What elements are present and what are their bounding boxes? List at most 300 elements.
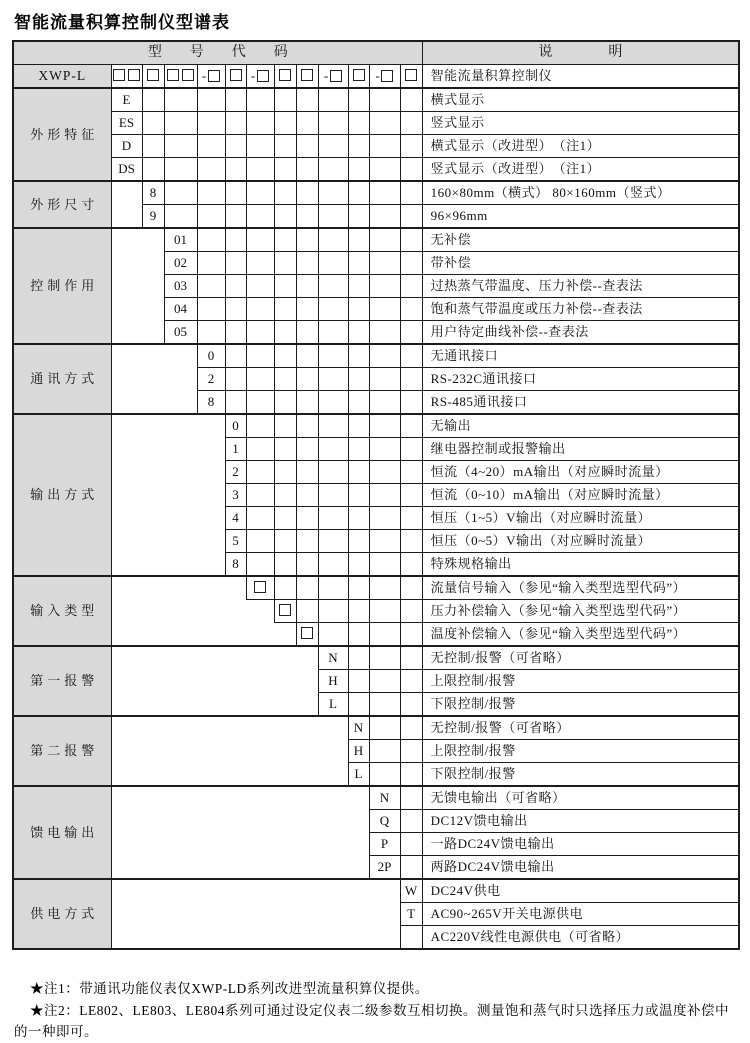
code-cell: P <box>369 833 400 856</box>
grid-cell <box>318 135 348 158</box>
grid-cell <box>318 158 348 182</box>
desc-cell: 恒压（1~5）V输出（对应瞬时流量） <box>422 507 739 530</box>
code-cell: 1 <box>225 438 246 461</box>
grid-cell <box>369 623 400 647</box>
table-row <box>13 438 739 461</box>
blank-cell <box>111 205 142 229</box>
section-communication <box>13 344 739 414</box>
grid-cell <box>246 228 274 252</box>
grid-cell <box>197 181 225 205</box>
grid-cell <box>142 88 164 112</box>
grid-cell <box>164 158 197 182</box>
grid-cell <box>318 181 348 205</box>
grid-cell <box>400 786 422 810</box>
grid-cell <box>274 205 296 229</box>
section-alarm-2 <box>13 716 739 786</box>
grid-cell <box>369 438 400 461</box>
desc-cell: 智能流量积算控制仪 <box>422 65 739 89</box>
grid-cell <box>246 158 274 182</box>
grid-cell <box>225 252 246 275</box>
grid-cell <box>400 135 422 158</box>
grid-cell <box>369 135 400 158</box>
grid-cell <box>369 88 400 112</box>
grid-cell <box>274 530 296 553</box>
section-label: 供电方式 <box>13 879 111 949</box>
grid-cell <box>246 321 274 345</box>
section-label: 外形特征 <box>13 88 111 181</box>
blank-cell <box>111 507 225 530</box>
grid-cell <box>225 205 246 229</box>
grid-cell <box>246 252 274 275</box>
code-cell: H <box>348 740 369 763</box>
code-cell: 4 <box>225 507 246 530</box>
blank-cell <box>111 856 369 880</box>
grid-cell <box>296 228 318 252</box>
grid-cell <box>348 158 369 182</box>
grid-cell <box>225 88 246 112</box>
grid-cell <box>348 507 369 530</box>
model-code-cell <box>369 65 400 89</box>
desc-cell: AC90~265V开关电源供电 <box>422 903 739 926</box>
code-cell: 03 <box>164 275 197 298</box>
grid-cell <box>348 205 369 229</box>
table-row <box>13 135 739 158</box>
dash-separator: - <box>375 67 380 83</box>
grid-cell <box>246 414 274 438</box>
table-row <box>13 228 739 252</box>
grid-cell <box>318 275 348 298</box>
code-cell: 2P <box>369 856 400 880</box>
desc-cell: 160×80mm（横式） 80×160mm（竖式） <box>422 181 739 205</box>
grid-cell <box>400 321 422 345</box>
desc-cell: 竖式显示 <box>422 112 739 135</box>
blank-cell <box>111 368 197 391</box>
table-row <box>13 693 739 717</box>
section-alarm-1 <box>13 646 739 716</box>
blank-cell <box>111 879 400 903</box>
grid-cell <box>318 553 348 577</box>
grid-cell <box>296 321 318 345</box>
model-code-cell <box>197 65 225 89</box>
grid-cell <box>246 461 274 484</box>
grid-cell <box>225 368 246 391</box>
grid-cell <box>274 391 296 415</box>
grid-cell <box>142 135 164 158</box>
grid-cell <box>348 228 369 252</box>
grid-cell <box>369 112 400 135</box>
grid-cell <box>318 484 348 507</box>
model-code-cell <box>274 65 296 89</box>
desc-cell: 无控制/报警（可省略） <box>422 716 739 740</box>
desc-cell: 带补偿 <box>422 252 739 275</box>
table-row <box>13 740 739 763</box>
section-shape-size <box>13 181 739 228</box>
grid-cell <box>369 600 400 623</box>
placeholder-box-icon <box>301 69 313 81</box>
placeholder-box-icon <box>230 69 242 81</box>
grid-cell <box>318 228 348 252</box>
code-cell: 02 <box>164 252 197 275</box>
code-cell: L <box>318 693 348 717</box>
table-row <box>13 298 739 321</box>
grid-cell <box>246 438 274 461</box>
placeholder-box-icon <box>330 70 342 82</box>
code-cell: N <box>318 646 348 670</box>
desc-cell: 过热蒸气带温度、压力补偿--查表法 <box>422 275 739 298</box>
grid-cell <box>274 88 296 112</box>
grid-cell <box>369 646 400 670</box>
grid-cell <box>400 228 422 252</box>
grid-cell <box>348 484 369 507</box>
grid-cell <box>400 530 422 553</box>
header-row <box>13 41 739 65</box>
grid-cell <box>296 600 318 623</box>
model-code-cell <box>400 65 422 89</box>
grid-cell <box>164 181 197 205</box>
grid-cell <box>400 576 422 600</box>
grid-cell <box>369 670 400 693</box>
grid-cell <box>274 228 296 252</box>
code-cell: 9 <box>142 205 164 229</box>
grid-cell <box>274 461 296 484</box>
blank-cell <box>111 740 348 763</box>
grid-cell <box>164 88 197 112</box>
section-label: 控制作用 <box>13 228 111 344</box>
blank-cell <box>111 461 225 484</box>
grid-cell <box>197 88 225 112</box>
model-code-cell <box>164 65 197 89</box>
grid-cell <box>348 181 369 205</box>
model-spec-table <box>12 40 740 950</box>
grid-cell <box>318 507 348 530</box>
table-row <box>13 716 739 740</box>
section-label: 输入类型 <box>13 576 111 646</box>
grid-cell <box>348 135 369 158</box>
desc-cell: 恒流（0~10）mA输出（对应瞬时流量） <box>422 484 739 507</box>
grid-cell <box>296 391 318 415</box>
grid-cell <box>142 112 164 135</box>
grid-cell <box>369 507 400 530</box>
blank-cell <box>111 275 164 298</box>
desc-cell: DC12V馈电输出 <box>422 810 739 833</box>
desc-cell: 竖式显示（改进型） （注1） <box>422 158 739 182</box>
grid-cell <box>369 321 400 345</box>
table-row <box>13 623 739 647</box>
code-cell: N <box>369 786 400 810</box>
model-code-cell <box>246 65 274 89</box>
code-cell: 04 <box>164 298 197 321</box>
grid-cell <box>318 530 348 553</box>
grid-cell <box>400 693 422 717</box>
table-row <box>13 786 739 810</box>
grid-cell <box>246 181 274 205</box>
desc-cell: 下限控制/报警 <box>422 763 739 787</box>
table-row <box>13 553 739 577</box>
grid-cell <box>400 553 422 577</box>
grid-cell <box>296 530 318 553</box>
model-code-cell <box>318 65 348 89</box>
grid-cell <box>400 740 422 763</box>
model-code-cell <box>225 65 246 89</box>
grid-cell <box>246 530 274 553</box>
grid-cell <box>197 228 225 252</box>
grid-cell <box>246 391 274 415</box>
grid-cell <box>348 438 369 461</box>
table-row <box>13 158 739 182</box>
grid-cell <box>318 461 348 484</box>
grid-cell <box>296 205 318 229</box>
grid-cell <box>274 414 296 438</box>
placeholder-box-icon <box>381 70 393 82</box>
grid-cell <box>369 414 400 438</box>
table-row <box>13 600 739 623</box>
grid-cell <box>400 507 422 530</box>
grid-cell <box>274 576 296 600</box>
desc-cell: 下限控制/报警 <box>422 693 739 717</box>
grid-cell <box>348 576 369 600</box>
grid-cell <box>197 158 225 182</box>
grid-cell <box>348 344 369 368</box>
grid-cell <box>296 438 318 461</box>
grid-cell <box>348 252 369 275</box>
grid-cell <box>400 646 422 670</box>
model-row <box>13 65 739 89</box>
grid-cell <box>400 112 422 135</box>
blank-cell <box>111 693 318 717</box>
placeholder-box-icon <box>113 69 125 81</box>
grid-cell <box>400 623 422 647</box>
blank-cell <box>111 646 318 670</box>
grid-cell <box>274 507 296 530</box>
model-name: XWP-L <box>13 65 111 89</box>
desc-cell: AC220V线性电源供电（可省略） <box>422 926 739 950</box>
blank-cell <box>111 670 318 693</box>
grid-cell <box>318 600 348 623</box>
code-cell: H <box>318 670 348 693</box>
grid-cell <box>246 507 274 530</box>
table-row <box>13 391 739 415</box>
grid-cell <box>318 112 348 135</box>
grid-cell <box>142 158 164 182</box>
grid-cell <box>225 112 246 135</box>
footnote-2: ★注2：LE802、LE803、LE804系列可通过设定仪表二级参数互相切换。测量饱和蒸气时只选择压力或温度补偿中的一种即可。 <box>14 1002 729 1040</box>
placeholder-box-icon <box>208 70 220 82</box>
grid-cell <box>274 158 296 182</box>
grid-cell <box>274 368 296 391</box>
table-row <box>13 461 739 484</box>
desc-cell: 恒压（0~5）V输出（对应瞬时流量） <box>422 530 739 553</box>
grid-cell <box>369 252 400 275</box>
grid-cell <box>197 275 225 298</box>
grid-cell <box>348 112 369 135</box>
table-header-group <box>13 41 739 88</box>
grid-cell <box>197 298 225 321</box>
desc-cell: RS-232C通讯接口 <box>422 368 739 391</box>
grid-cell <box>246 135 274 158</box>
grid-cell <box>318 438 348 461</box>
table-row <box>13 344 739 368</box>
table-row <box>13 530 739 553</box>
grid-cell <box>318 576 348 600</box>
table-row <box>13 879 739 903</box>
blank-cell <box>111 252 164 275</box>
grid-cell <box>296 88 318 112</box>
grid-cell <box>318 368 348 391</box>
grid-cell <box>274 135 296 158</box>
blank-cell <box>111 484 225 507</box>
desc-cell: DC24V供电 <box>422 879 739 903</box>
grid-cell <box>318 623 348 647</box>
grid-cell <box>369 530 400 553</box>
grid-cell <box>369 763 400 787</box>
grid-cell <box>296 414 318 438</box>
desc-cell: 饱和蒸气带温度或压力补偿--查表法 <box>422 298 739 321</box>
grid-cell <box>400 344 422 368</box>
grid-cell <box>369 298 400 321</box>
grid-cell <box>400 461 422 484</box>
grid-cell <box>400 298 422 321</box>
blank-cell <box>111 763 348 787</box>
grid-cell <box>225 181 246 205</box>
grid-cell <box>348 368 369 391</box>
grid-cell <box>400 252 422 275</box>
grid-cell <box>348 670 369 693</box>
section-input-type <box>13 576 739 646</box>
desc-cell: 无控制/报警（可省略） <box>422 646 739 670</box>
grid-cell <box>400 88 422 112</box>
code-cell: 3 <box>225 484 246 507</box>
grid-cell <box>318 321 348 345</box>
section-power-supply <box>13 879 739 949</box>
section-label: 第二报警 <box>13 716 111 786</box>
blank-cell <box>111 786 369 810</box>
grid-cell <box>296 344 318 368</box>
code-cell: DS <box>111 158 142 182</box>
section-label: 输出方式 <box>13 414 111 576</box>
grid-cell <box>246 88 274 112</box>
table-row <box>13 833 739 856</box>
table-row <box>13 112 739 135</box>
desc-cell: 上限控制/报警 <box>422 670 739 693</box>
table-row <box>13 670 739 693</box>
grid-cell <box>348 600 369 623</box>
grid-cell <box>164 205 197 229</box>
grid-cell <box>246 205 274 229</box>
grid-cell <box>318 391 348 415</box>
code-cell: W <box>400 879 422 903</box>
section-output-mode <box>13 414 739 576</box>
code-cell: L <box>348 763 369 787</box>
grid-cell <box>400 484 422 507</box>
grid-cell <box>369 484 400 507</box>
table-row <box>13 181 739 205</box>
code-cell: T <box>400 903 422 926</box>
section-label: 馈电输出 <box>13 786 111 879</box>
placeholder-box-icon <box>254 581 266 593</box>
table-row <box>13 321 739 345</box>
placeholder-box-icon <box>405 69 417 81</box>
grid-cell <box>369 693 400 717</box>
table-row <box>13 275 739 298</box>
code-cell: 2 <box>225 461 246 484</box>
desc-cell: 流量信号输入（参见“输入类型选型代码”） <box>422 576 739 600</box>
code-cell <box>274 600 296 623</box>
desc-cell: 无通讯接口 <box>422 344 739 368</box>
grid-cell <box>348 693 369 717</box>
footnote-1: ★注1：带通讯功能仪表仅XWP-LD系列改进型流量积算仪提供。 <box>30 981 429 996</box>
grid-cell <box>296 576 318 600</box>
section-feed-output <box>13 786 739 879</box>
grid-cell <box>296 553 318 577</box>
blank-cell <box>111 833 369 856</box>
grid-cell <box>400 716 422 740</box>
grid-cell <box>164 112 197 135</box>
grid-cell <box>348 553 369 577</box>
grid-cell <box>369 391 400 415</box>
grid-cell <box>348 461 369 484</box>
code-cell: 01 <box>164 228 197 252</box>
code-cell: 0 <box>197 344 225 368</box>
grid-cell <box>400 600 422 623</box>
grid-cell <box>197 252 225 275</box>
model-code-cell <box>348 65 369 89</box>
grid-cell <box>348 88 369 112</box>
grid-cell <box>246 298 274 321</box>
grid-cell <box>274 181 296 205</box>
grid-cell <box>400 391 422 415</box>
blank-cell <box>111 391 197 415</box>
grid-cell <box>369 228 400 252</box>
grid-cell <box>296 461 318 484</box>
desc-cell: 横式显示 <box>422 88 739 112</box>
table-row <box>13 252 739 275</box>
grid-cell <box>369 181 400 205</box>
blank-cell <box>111 576 246 600</box>
grid-cell <box>274 112 296 135</box>
table-row <box>13 368 739 391</box>
desc-cell: 温度补偿输入（参见“输入类型选型代码”） <box>422 623 739 647</box>
section-shape-feature <box>13 88 739 181</box>
table-row <box>13 903 739 926</box>
grid-cell <box>318 298 348 321</box>
placeholder-box-icon <box>182 69 194 81</box>
desc-cell: 一路DC24V馈电输出 <box>422 833 739 856</box>
grid-cell <box>197 135 225 158</box>
code-columns-header: 型 号 代 码 <box>13 41 422 65</box>
desc-cell: 无输出 <box>422 414 739 438</box>
grid-cell <box>296 158 318 182</box>
grid-cell <box>369 275 400 298</box>
blank-cell <box>111 553 225 577</box>
grid-cell <box>369 740 400 763</box>
grid-cell <box>348 391 369 415</box>
blank-cell <box>111 810 369 833</box>
section-label: 外形尺寸 <box>13 181 111 228</box>
grid-cell <box>400 368 422 391</box>
desc-cell: 96×96mm <box>422 205 739 229</box>
desc-cell: 压力补偿输入（参见“输入类型选型代码”） <box>422 600 739 623</box>
blank-cell <box>111 926 400 950</box>
grid-cell <box>400 205 422 229</box>
desc-cell: 上限控制/报警 <box>422 740 739 763</box>
code-cell: 8 <box>197 391 225 415</box>
grid-cell <box>246 368 274 391</box>
desc-cell: 无补偿 <box>422 228 739 252</box>
grid-cell <box>369 205 400 229</box>
grid-cell <box>348 623 369 647</box>
blank-cell <box>111 530 225 553</box>
code-cell <box>246 576 274 600</box>
